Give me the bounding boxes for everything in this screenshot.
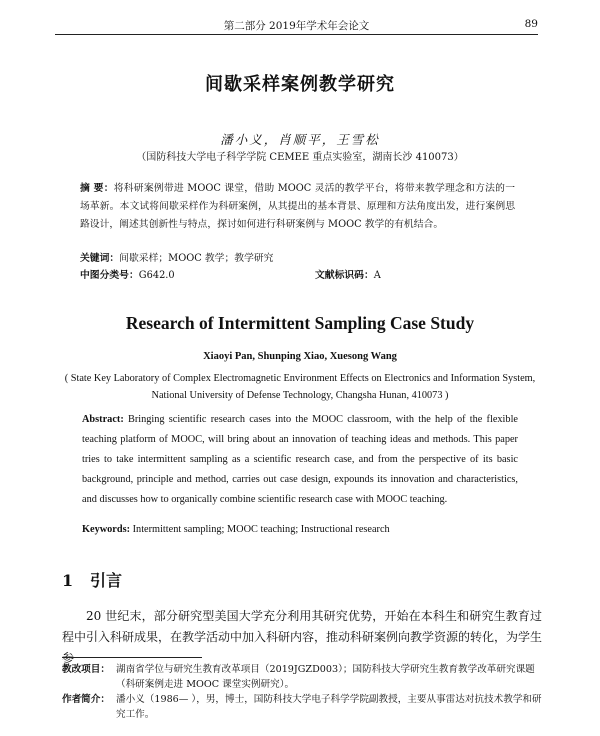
- chinese-abstract-label: 摘 要：: [80, 183, 114, 194]
- footnote-author: [62, 692, 542, 722]
- chinese-abstract: [80, 180, 515, 234]
- running-head-title: 第二部分 2019年学术年会论文: [223, 20, 370, 32]
- footnote-author-text: 潘小义（1986— ），男，博士，国防科技大学电子科学学院副教授，主要从事雷达对抗技术教学和研究工作。: [116, 694, 542, 720]
- classification-row: [80, 267, 515, 284]
- english-keywords-text: Intermittent sampling; MOOC teaching; Instructional research: [130, 524, 390, 535]
- english-affiliation: [30, 370, 570, 404]
- english-affiliation-line1: ( State Key Laboratory of Complex Electromagnetic Environment Effects on Electronics and Information System,: [64, 373, 536, 384]
- clc-value: G642.0: [138, 270, 175, 281]
- english-abstract-label: Abstract:: [82, 414, 124, 425]
- document-code-value: A: [373, 270, 381, 281]
- chinese-keywords-block: [80, 250, 515, 284]
- page-number: 89: [524, 18, 538, 30]
- chinese-keywords-text: 间歇采样；MOOC 教学；教学研究: [119, 253, 274, 264]
- english-authors: Xiaoyi Pan, Shunping Xiao, Xuesong Wang: [203, 351, 397, 362]
- english-abstract: [82, 410, 518, 510]
- chinese-keywords-label: 关键词：: [80, 253, 120, 264]
- english-affiliation-line2: National University of Defense Technology, Changsha Hunan, 410073 ): [151, 390, 449, 401]
- body-paragraph: 20 世纪末，部分研究型美国大学充分利用其研究优势，开始在本科生和研究生教育过程中引入科研成果，在教学活动中加入科研内容，推动科研案例向教学资源的转化，为学生参: [62, 609, 543, 665]
- footnote-fund-text: 湖南省学位与研究生教育改革项目（2019JGZD003）；国防科技大学研究生教育教学改革研究课题（科研案例走进 MOOC 课堂实例研究）。: [116, 664, 535, 690]
- section-heading: [62, 568, 122, 591]
- chinese-abstract-text: 将科研案例带进 MOOC 课堂，借助 MOOC 灵活的教学平台，将带来教学理念和方法的一场革新。本文试将间歇采样作为科研案例，从其提出的基本背景、原理和方法角度出发，进行案例思路设计，阐述其创新性与特点，探讨如何进行科研案例与 MOOC 教学的有机结合。: [80, 183, 515, 230]
- english-keywords-label: Keywords:: [82, 524, 131, 535]
- footnote-author-label: 作者简介：: [62, 694, 110, 705]
- footnotes: [62, 662, 542, 722]
- document-code: [315, 267, 381, 284]
- running-head: [55, 18, 538, 35]
- english-abstract-text: Bringing scientific research cases into the MOOC classroom, with the help of the flexible teaching platform of MOOC, will bring about an innovation of teaching ideas and methods. This paper tries to take intermittent sampling as a scientific research case, and from the perspective of its basic background, principle and method, carries out case design, expounds its innovation and characteristics, and discusses how to organically combine scientific research case with MOOC teaching.: [82, 414, 518, 505]
- english-keywords: [82, 524, 518, 535]
- chinese-title: 间歇采样案例教学研究: [205, 74, 395, 95]
- section-number: 1: [62, 571, 74, 590]
- english-title: Research of Intermittent Sampling Case Study: [125, 313, 475, 333]
- chinese-affiliation: （国防科技大学电子科学学院 CEMEE 重点实验室，湖南长沙 410073）: [136, 152, 464, 163]
- footnote-fund-label: 教改项目：: [62, 664, 110, 675]
- footnote-divider: [62, 657, 202, 658]
- chinese-authors: 潘小义，肖顺平，王雪松: [220, 132, 380, 147]
- clc-label: 中图分类号：: [80, 270, 139, 281]
- document-code-label: 文献标识码：: [315, 270, 374, 281]
- chinese-keywords: [80, 250, 515, 267]
- section-title: 引言: [90, 571, 123, 590]
- footnote-fund: [62, 662, 542, 692]
